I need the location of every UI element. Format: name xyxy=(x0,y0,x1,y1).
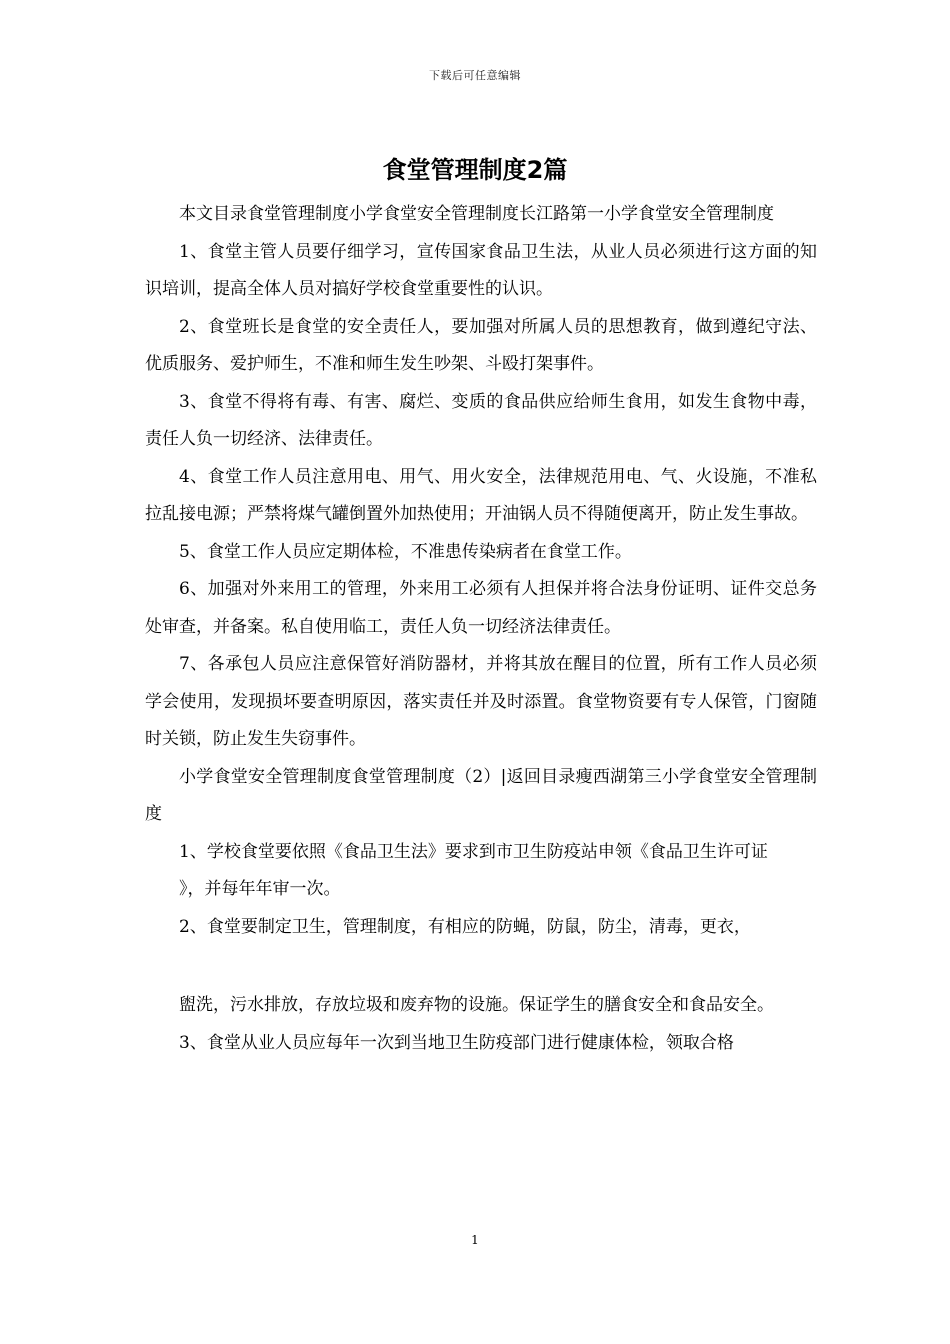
page-header-note: 下载后可任意编辑 xyxy=(429,69,521,82)
document-title: 食堂管理制度2篇 xyxy=(382,156,568,184)
paragraph-toc: 本文目录食堂管理制度小学食堂安全管理制度长江路第一小学食堂安全管理制度 xyxy=(179,204,774,224)
paragraph-rule-4: 4、食堂工作人员注意用电、用气、用火安全，法律规范用电、气、火设施，不准私拉乱接电源；严禁将煤气罐倒置外加热使用；开油锅人员不得随便离开，防止发生事故。 xyxy=(145,466,817,524)
paragraph-section-2-rule-1: 1、学校食堂要依照《食品卫生法》要求到市卫生防疫站申领《食品卫生许可证 xyxy=(179,841,768,862)
paragraph-gap xyxy=(145,946,817,987)
paragraph-section-2-rule-1-cont: 》，并每年年审一次。 xyxy=(179,879,341,899)
paragraph-rule-7: 7、各承包人员应注意保管好消防器材，并将其放在醒目的位置，所有工作人员必须学会使用，发现损坏要查明原因，落实责任并及时添置。食堂物资要有专人保管，门窗随时关锁，防止发生失窃事件。 xyxy=(145,654,817,749)
paragraph-rule-6: 6、加强对外来用工的管理，外来用工必须有人担保并将合法身份证明、证件交总务处审查，并备案。私自使用临工，责任人负一切经济法律责任。 xyxy=(145,579,817,637)
paragraph-section-2-rule-2: 2、食堂要制定卫生，管理制度，有相应的防蝇，防鼠，防尘，清毒，更衣， xyxy=(179,916,751,937)
paragraph-rule-5: 5、食堂工作人员应定期体检，不准患传染病者在食堂工作。 xyxy=(179,541,632,562)
paragraph-section-2-rule-2-cont: 盥洗，污水排放，存放垃圾和废弃物的设施。保证学生的膳食安全和食品安全。 xyxy=(179,995,774,1015)
paragraph-rule-1: 1、食堂主管人员要仔细学习，宣传国家食品卫生法，从业人员必须进行这方面的知识培训，提高全体人员对搞好学校食堂重要性的认识。 xyxy=(145,241,817,299)
paragraph-rule-3: 3、食堂不得将有毒、有害、腐烂、变质的食品供应给师生食用，如发生食物中毒，责任人负一切经济、法律责任。 xyxy=(145,391,817,449)
paragraph-rule-2: 2、食堂班长是食堂的安全责任人，要加强对所属人员的思想教育，做到遵纪守法、优质服务、爱护师生，不准和师生发生吵架、斗殴打架事件。 xyxy=(145,316,817,374)
document-body xyxy=(145,196,817,1062)
paragraph-section-2-rule-3: 3、食堂从业人员应每年一次到当地卫生防疫部门进行健康体检，领取合格 xyxy=(179,1032,734,1053)
page-number: 1 xyxy=(471,1233,479,1247)
paragraph-section-2-heading: 小学食堂安全管理制度食堂管理制度（2）|返回目录瘦西湖第三小学食堂安全管理制度 xyxy=(145,766,817,824)
